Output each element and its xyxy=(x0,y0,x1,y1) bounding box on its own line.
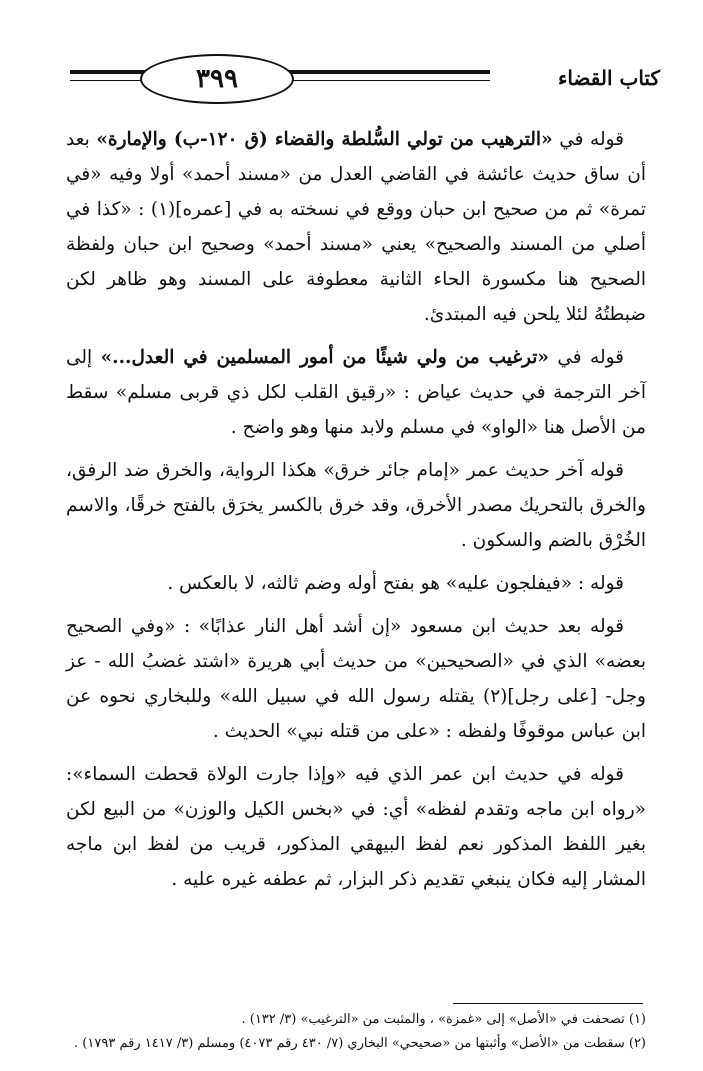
page-body xyxy=(66,122,646,905)
book-title: كتاب القضاء xyxy=(490,66,660,90)
paragraph-3: قوله آخر حديث عمر «إمام جائر خرق» هكذا الرواية، والخرق ضد الرفق، والخرق بالتحريك مصدر الأخرق، وقد خرق بالكسر يخرَق بالفتح خرقًا، والاسم الخُرْق بالضم والسكون . xyxy=(66,460,646,551)
paragraph-1-lead: قوله في xyxy=(552,129,624,150)
paragraph-2-text: إلى آخر الترجمة في حديث عياض : «رقيق القلب لكل ذي قربى مسلم» سقط من الأصل هنا «الواو» في مسلم ولابد منها وهو واضح . xyxy=(66,347,646,438)
paragraph-1 xyxy=(66,122,646,332)
paragraph-6: قوله في حديث ابن عمر الذي فيه «وإذا جارت الولاة قحطت السماء»: «رواه ابن ماجه وتقدم لفظه» أي: في «بخس الكيل والوزن» من البيع لكن بغير اللفظ المذكور نعم لفظ البيهقي المذكور، قريب من لفظ ابن ماجه المشار إليه فكان ينبغي تقديم ذكر البزار، ثم عطفه غيره عليه . xyxy=(66,764,646,890)
paragraph-4: قوله : «فيفلجون عليه» هو بفتح أوله وضم ثالثه، لا بالعكس . xyxy=(167,573,624,594)
paragraph-1-text: بعد أن ساق حديث عائشة في القاضي العدل من «مسند أحمد» أولا وفيه «في تمرة» ثم من صحيح ابن حبان ووقع في نسخته به في [عمره](١) : «كذا في أصلي من المسند والصحيح» يعني «مسند أحمد» وصحيح ابن حبان ولفظة الصحيح هنا مكسورة الحاء الثانية معطوفة على المسند وهو ظاهر لكن ضبطتُهُ لئلا يلحن فيه المبتدئ. xyxy=(66,129,646,325)
footnote-1: (١) تصحفت في «الأصل» إلى «غمزة» ، والمثبت من «الترغيب» (٣/ ١٣٢) . xyxy=(241,1012,646,1027)
paragraph-5: قوله بعد حديث ابن مسعود «إن أشد أهل النار عذابًا» : «وفي الصحيح بعضه» الذي في «الصحيحين» من حديث أبي هريرة «اشتد غضبُ الله - عز وجل- [على رجل](٢) يقتله رسول الله في سبيل الله» وللبخاري نحوه عن ابن عباس موقوفًا ولفظه : «على من قتله نبي» الحديث . xyxy=(66,616,646,742)
footnote-divider xyxy=(453,1003,643,1004)
page-header xyxy=(70,50,660,110)
footnotes xyxy=(66,1008,646,1056)
paragraph-2 xyxy=(66,340,646,445)
paragraph-1-heading: «الترهيب من تولي السُّلطة والقضاء (ق ١٢٠-ب) والإمارة» xyxy=(96,129,553,150)
paragraph-2-lead: قوله في xyxy=(548,347,625,368)
footnote-2: (٢) سقطت من «الأصل» وأثبتها من «صحيحي» البخاري (٧/ ٤٣٠ رقم ٤٠٧٣) ومسلم (٣/ ١٤١٧ رقم ١٧٩٣) . xyxy=(74,1036,646,1051)
page-number: ٣٩٩ xyxy=(140,54,294,104)
paragraph-2-heading: «ترغيب من ولي شيئًا من أمور المسلمين في العدل...» xyxy=(100,347,549,368)
